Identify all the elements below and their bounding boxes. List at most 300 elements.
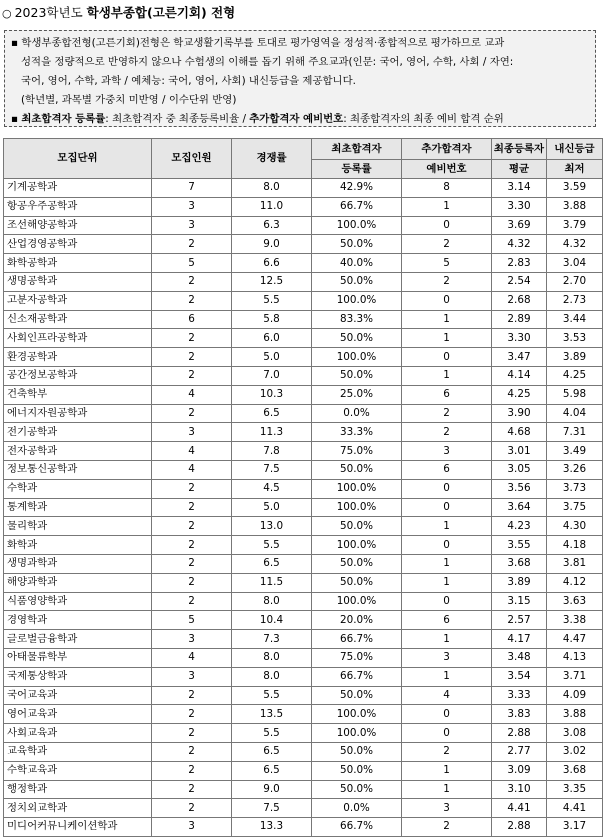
table-row (4, 648, 603, 667)
table-row (4, 348, 603, 367)
cell-avg-grade: 3.05 (492, 460, 547, 479)
note-line-5: ▪ 최초합격자 등록률: 최초합격자 중 최종등록비율 / 추가합격자 예비번호: 최종합격자의 최종 예비 합격 순위 (11, 113, 504, 125)
cell-competition: 13.0 (232, 517, 312, 536)
cell-first-reg-rate: 100.0% (312, 536, 402, 555)
cell-competition: 5.5 (232, 536, 312, 555)
cell-waitlist-number: 1 (402, 517, 492, 536)
cell-min-grade: 3.49 (547, 442, 603, 461)
cell-first-reg-rate: 100.0% (312, 216, 402, 235)
cell-avg-grade: 3.33 (492, 686, 547, 705)
admissions-table (3, 138, 603, 837)
cell-first-reg-rate: 50.0% (312, 573, 402, 592)
cell-dept: 고분자공학과 (4, 291, 152, 310)
table-row (4, 761, 603, 780)
cell-waitlist-number: 1 (402, 197, 492, 216)
cell-competition: 7.5 (232, 799, 312, 818)
cell-dept: 신소재공학과 (4, 310, 152, 329)
cell-dept: 사회교육과 (4, 724, 152, 743)
table-row (4, 442, 603, 461)
cell-min-grade: 3.71 (547, 667, 603, 686)
cell-quota: 2 (152, 573, 232, 592)
cell-min-grade: 3.26 (547, 460, 603, 479)
cell-min-grade: 2.73 (547, 291, 603, 310)
cell-dept: 식품영양학과 (4, 592, 152, 611)
cell-first-reg-rate: 42.9% (312, 179, 402, 198)
cell-quota: 3 (152, 630, 232, 649)
cell-avg-grade: 3.69 (492, 216, 547, 235)
cell-dept: 수학교육과 (4, 761, 152, 780)
table-row (4, 272, 603, 291)
cell-waitlist-number: 2 (402, 235, 492, 254)
cell-waitlist-number: 0 (402, 705, 492, 724)
cell-avg-grade: 2.68 (492, 291, 547, 310)
cell-quota: 2 (152, 517, 232, 536)
cell-quota: 2 (152, 705, 232, 724)
cell-quota: 4 (152, 385, 232, 404)
cell-quota: 2 (152, 479, 232, 498)
cell-waitlist-number: 5 (402, 254, 492, 273)
cell-first-reg-rate: 100.0% (312, 592, 402, 611)
table-row (4, 310, 603, 329)
table-row (4, 667, 603, 686)
cell-first-reg-rate: 75.0% (312, 442, 402, 461)
table-row (4, 291, 603, 310)
cell-quota: 2 (152, 724, 232, 743)
cell-min-grade: 3.02 (547, 742, 603, 761)
cell-quota: 5 (152, 254, 232, 273)
cell-quota: 2 (152, 235, 232, 254)
cell-avg-grade: 3.30 (492, 197, 547, 216)
cell-min-grade: 3.75 (547, 498, 603, 517)
cell-quota: 2 (152, 799, 232, 818)
note-line-3: 국어, 영어, 수학, 과학 / 예체능: 국어, 영어, 사회) 내신등급을 제공합니다. (21, 75, 356, 87)
table-row (4, 742, 603, 761)
cell-competition: 9.0 (232, 780, 312, 799)
cell-avg-grade: 3.83 (492, 705, 547, 724)
cell-competition: 5.8 (232, 310, 312, 329)
cell-quota: 3 (152, 216, 232, 235)
cell-min-grade: 5.98 (547, 385, 603, 404)
cell-min-grade: 3.38 (547, 611, 603, 630)
table-row (4, 705, 603, 724)
header-quota: 모집인원 (152, 139, 232, 179)
cell-competition: 8.0 (232, 648, 312, 667)
cell-waitlist-number: 1 (402, 667, 492, 686)
table-row (4, 498, 603, 517)
table-row (4, 630, 603, 649)
table-row (4, 686, 603, 705)
cell-dept: 미디어커뮤니케이션학과 (4, 818, 152, 837)
cell-competition: 7.8 (232, 442, 312, 461)
table-row (4, 385, 603, 404)
table-row (4, 780, 603, 799)
cell-dept: 행정학과 (4, 780, 152, 799)
cell-waitlist-number: 0 (402, 348, 492, 367)
table-row (4, 536, 603, 555)
cell-competition: 4.5 (232, 479, 312, 498)
header-first-reg-rate: 등록률 (312, 160, 402, 179)
cell-waitlist-number: 1 (402, 310, 492, 329)
cell-first-reg-rate: 50.0% (312, 460, 402, 479)
title-year: 2023학년도 (14, 5, 87, 20)
cell-waitlist-number: 6 (402, 611, 492, 630)
cell-quota: 3 (152, 818, 232, 837)
table-row (4, 517, 603, 536)
cell-min-grade: 3.35 (547, 780, 603, 799)
cell-avg-grade: 2.89 (492, 310, 547, 329)
page-title (2, 4, 235, 23)
cell-competition: 8.0 (232, 667, 312, 686)
cell-avg-grade: 2.83 (492, 254, 547, 273)
cell-dept: 영어교육과 (4, 705, 152, 724)
cell-first-reg-rate: 100.0% (312, 705, 402, 724)
cell-waitlist-number: 0 (402, 592, 492, 611)
cell-first-reg-rate: 100.0% (312, 479, 402, 498)
cell-min-grade: 3.08 (547, 724, 603, 743)
cell-min-grade: 3.88 (547, 197, 603, 216)
cell-dept: 해양과학과 (4, 573, 152, 592)
cell-dept: 생명과학과 (4, 554, 152, 573)
cell-dept: 경영학과 (4, 611, 152, 630)
cell-dept: 조선해양공학과 (4, 216, 152, 235)
cell-min-grade: 3.04 (547, 254, 603, 273)
cell-quota: 2 (152, 554, 232, 573)
cell-waitlist-number: 2 (402, 742, 492, 761)
cell-first-reg-rate: 66.7% (312, 667, 402, 686)
cell-dept: 건축학부 (4, 385, 152, 404)
table-row (4, 460, 603, 479)
header-first-reg: 최초합격자 (312, 139, 402, 160)
cell-competition: 9.0 (232, 235, 312, 254)
cell-min-grade: 7.31 (547, 423, 603, 442)
cell-first-reg-rate: 100.0% (312, 724, 402, 743)
cell-first-reg-rate: 50.0% (312, 686, 402, 705)
cell-first-reg-rate: 40.0% (312, 254, 402, 273)
cell-avg-grade: 3.55 (492, 536, 547, 555)
cell-first-reg-rate: 66.7% (312, 630, 402, 649)
cell-competition: 6.5 (232, 761, 312, 780)
cell-competition: 5.5 (232, 686, 312, 705)
cell-first-reg-rate: 0.0% (312, 404, 402, 423)
cell-quota: 2 (152, 348, 232, 367)
cell-quota: 3 (152, 197, 232, 216)
cell-first-reg-rate: 20.0% (312, 611, 402, 630)
cell-competition: 6.5 (232, 404, 312, 423)
cell-competition: 12.5 (232, 272, 312, 291)
cell-waitlist-number: 1 (402, 573, 492, 592)
cell-quota: 2 (152, 686, 232, 705)
cell-first-reg-rate: 100.0% (312, 348, 402, 367)
cell-min-grade: 4.47 (547, 630, 603, 649)
header-dept: 모집단위 (4, 139, 152, 179)
table-row (4, 235, 603, 254)
cell-avg-grade: 4.25 (492, 385, 547, 404)
title-admission-type: 학생부종합(고른기회) 전형 (86, 5, 236, 20)
cell-min-grade: 3.81 (547, 554, 603, 573)
cell-dept: 글로벌금융학과 (4, 630, 152, 649)
cell-quota: 4 (152, 648, 232, 667)
cell-competition: 5.5 (232, 724, 312, 743)
cell-quota: 2 (152, 329, 232, 348)
cell-waitlist-number: 1 (402, 761, 492, 780)
table-row (4, 818, 603, 837)
cell-min-grade: 4.12 (547, 573, 603, 592)
cell-competition: 10.4 (232, 611, 312, 630)
cell-first-reg-rate: 50.0% (312, 517, 402, 536)
cell-dept: 정치외교학과 (4, 799, 152, 818)
table-row (4, 179, 603, 198)
header-max: 최저 (547, 160, 603, 179)
cell-first-reg-rate: 100.0% (312, 498, 402, 517)
cell-competition: 11.0 (232, 197, 312, 216)
cell-first-reg-rate: 50.0% (312, 761, 402, 780)
cell-waitlist-number: 3 (402, 648, 492, 667)
cell-dept: 아태물류학부 (4, 648, 152, 667)
cell-quota: 2 (152, 366, 232, 385)
cell-dept: 수학과 (4, 479, 152, 498)
cell-min-grade: 2.70 (547, 272, 603, 291)
cell-first-reg-rate: 25.0% (312, 385, 402, 404)
cell-min-grade: 3.79 (547, 216, 603, 235)
cell-quota: 2 (152, 761, 232, 780)
cell-quota: 7 (152, 179, 232, 198)
table-row (4, 404, 603, 423)
note-line-4: (학년별, 과목별 가중치 미반영 / 이수단위 반영) (21, 94, 237, 106)
cell-min-grade: 4.18 (547, 536, 603, 555)
cell-first-reg-rate: 50.0% (312, 235, 402, 254)
cell-waitlist-number: 6 (402, 460, 492, 479)
cell-competition: 13.3 (232, 818, 312, 837)
cell-avg-grade: 3.10 (492, 780, 547, 799)
cell-waitlist-number: 4 (402, 686, 492, 705)
cell-min-grade: 3.89 (547, 348, 603, 367)
cell-min-grade: 4.25 (547, 366, 603, 385)
cell-first-reg-rate: 50.0% (312, 742, 402, 761)
table-row (4, 254, 603, 273)
cell-dept: 국제통상학과 (4, 667, 152, 686)
cell-quota: 2 (152, 404, 232, 423)
cell-avg-grade: 3.15 (492, 592, 547, 611)
table-row (4, 573, 603, 592)
cell-dept: 에너지자원공학과 (4, 404, 152, 423)
cell-avg-grade: 3.89 (492, 573, 547, 592)
cell-first-reg-rate: 33.3% (312, 423, 402, 442)
cell-avg-grade: 2.77 (492, 742, 547, 761)
header-avg: 평균 (492, 160, 547, 179)
cell-dept: 통계학과 (4, 498, 152, 517)
cell-dept: 생명공학과 (4, 272, 152, 291)
cell-dept: 전자공학과 (4, 442, 152, 461)
cell-dept: 항공우주공학과 (4, 197, 152, 216)
cell-waitlist-number: 1 (402, 554, 492, 573)
cell-waitlist-number: 2 (402, 272, 492, 291)
cell-competition: 7.0 (232, 366, 312, 385)
cell-competition: 7.3 (232, 630, 312, 649)
cell-first-reg-rate: 50.0% (312, 366, 402, 385)
cell-min-grade: 3.68 (547, 761, 603, 780)
cell-avg-grade: 4.17 (492, 630, 547, 649)
cell-avg-grade: 4.32 (492, 235, 547, 254)
cell-waitlist-number: 2 (402, 404, 492, 423)
table-body (4, 179, 603, 837)
table-row (4, 329, 603, 348)
cell-avg-grade: 3.64 (492, 498, 547, 517)
table-row (4, 592, 603, 611)
cell-first-reg-rate: 50.0% (312, 780, 402, 799)
cell-competition: 6.3 (232, 216, 312, 235)
cell-quota: 2 (152, 536, 232, 555)
cell-first-reg-rate: 66.7% (312, 197, 402, 216)
circle-bullet-icon: ○ (2, 7, 12, 20)
table-row (4, 197, 603, 216)
cell-quota: 3 (152, 423, 232, 442)
cell-quota: 2 (152, 498, 232, 517)
cell-first-reg-rate: 66.7% (312, 818, 402, 837)
cell-waitlist-number: 8 (402, 179, 492, 198)
cell-avg-grade: 3.90 (492, 404, 547, 423)
cell-min-grade: 3.17 (547, 818, 603, 837)
cell-quota: 3 (152, 667, 232, 686)
cell-competition: 6.0 (232, 329, 312, 348)
cell-dept: 공간정보공학과 (4, 366, 152, 385)
cell-competition: 8.0 (232, 179, 312, 198)
cell-min-grade: 3.63 (547, 592, 603, 611)
cell-competition: 11.3 (232, 423, 312, 442)
cell-avg-grade: 4.68 (492, 423, 547, 442)
cell-waitlist-number: 0 (402, 724, 492, 743)
cell-competition: 5.5 (232, 291, 312, 310)
cell-quota: 4 (152, 460, 232, 479)
cell-avg-grade: 2.88 (492, 724, 547, 743)
cell-avg-grade: 3.47 (492, 348, 547, 367)
cell-avg-grade: 3.14 (492, 179, 547, 198)
cell-waitlist-number: 1 (402, 366, 492, 385)
cell-avg-grade: 4.14 (492, 366, 547, 385)
cell-avg-grade: 3.56 (492, 479, 547, 498)
cell-first-reg-rate: 75.0% (312, 648, 402, 667)
cell-avg-grade: 3.30 (492, 329, 547, 348)
cell-waitlist-number: 0 (402, 536, 492, 555)
cell-dept: 화학과 (4, 536, 152, 555)
cell-waitlist-number: 6 (402, 385, 492, 404)
cell-min-grade: 4.04 (547, 404, 603, 423)
cell-avg-grade: 4.41 (492, 799, 547, 818)
header-waitlist-number: 예비번호 (402, 160, 492, 179)
cell-first-reg-rate: 100.0% (312, 291, 402, 310)
cell-min-grade: 4.13 (547, 648, 603, 667)
cell-waitlist-number: 0 (402, 216, 492, 235)
cell-avg-grade: 2.57 (492, 611, 547, 630)
cell-waitlist-number: 0 (402, 498, 492, 517)
cell-competition: 13.5 (232, 705, 312, 724)
table-row (4, 366, 603, 385)
cell-dept: 환경공학과 (4, 348, 152, 367)
cell-quota: 6 (152, 310, 232, 329)
cell-dept: 교육학과 (4, 742, 152, 761)
table-row (4, 724, 603, 743)
cell-competition: 7.5 (232, 460, 312, 479)
cell-min-grade: 3.53 (547, 329, 603, 348)
cell-first-reg-rate: 83.3% (312, 310, 402, 329)
cell-competition: 5.0 (232, 498, 312, 517)
table-row (4, 423, 603, 442)
cell-avg-grade: 3.54 (492, 667, 547, 686)
cell-avg-grade: 3.09 (492, 761, 547, 780)
square-bullet-icon: ▪ (11, 37, 19, 49)
table-row (4, 799, 603, 818)
cell-first-reg-rate: 50.0% (312, 272, 402, 291)
cell-min-grade: 4.30 (547, 517, 603, 536)
cell-dept: 산업경영공학과 (4, 235, 152, 254)
cell-dept: 전기공학과 (4, 423, 152, 442)
header-final-reg: 최종등록자 (492, 139, 547, 160)
table-row (4, 611, 603, 630)
cell-first-reg-rate: 0.0% (312, 799, 402, 818)
cell-competition: 6.6 (232, 254, 312, 273)
cell-waitlist-number: 0 (402, 479, 492, 498)
cell-min-grade: 4.41 (547, 799, 603, 818)
table-row (4, 479, 603, 498)
cell-min-grade: 3.88 (547, 705, 603, 724)
cell-waitlist-number: 1 (402, 780, 492, 799)
cell-avg-grade: 3.68 (492, 554, 547, 573)
cell-dept: 국어교육과 (4, 686, 152, 705)
cell-competition: 8.0 (232, 592, 312, 611)
cell-competition: 11.5 (232, 573, 312, 592)
cell-waitlist-number: 2 (402, 818, 492, 837)
cell-min-grade: 4.32 (547, 235, 603, 254)
cell-avg-grade: 2.54 (492, 272, 547, 291)
cell-competition: 6.5 (232, 742, 312, 761)
cell-waitlist-number: 1 (402, 329, 492, 348)
cell-avg-grade: 2.88 (492, 818, 547, 837)
cell-dept: 화학공학과 (4, 254, 152, 273)
cell-min-grade: 3.73 (547, 479, 603, 498)
cell-quota: 2 (152, 592, 232, 611)
cell-avg-grade: 4.23 (492, 517, 547, 536)
cell-quota: 2 (152, 742, 232, 761)
cell-first-reg-rate: 50.0% (312, 554, 402, 573)
cell-min-grade: 3.44 (547, 310, 603, 329)
cell-quota: 2 (152, 291, 232, 310)
cell-waitlist-number: 1 (402, 630, 492, 649)
note-line-2: 성적을 정량적으로 반영하지 않으나 수험생의 이해를 돕기 위해 주요교과(인문: 국어, 영어, 수학, 사회 / 자연: (21, 56, 514, 68)
cell-dept: 물리학과 (4, 517, 152, 536)
square-bullet-icon: ▪ (11, 113, 19, 125)
cell-min-grade: 4.09 (547, 686, 603, 705)
note-line-1: ▪ 학생부종합전형(고른기회)전형은 학교생활기록부를 토대로 평가영역을 정성적·종합적으로 평가하므로 교과 (11, 37, 505, 49)
cell-waitlist-number: 0 (402, 291, 492, 310)
cell-waitlist-number: 3 (402, 442, 492, 461)
cell-dept: 기계공학과 (4, 179, 152, 198)
table-row (4, 554, 603, 573)
cell-dept: 정보통신공학과 (4, 460, 152, 479)
cell-quota: 2 (152, 272, 232, 291)
cell-waitlist-number: 2 (402, 423, 492, 442)
cell-quota: 4 (152, 442, 232, 461)
header-waitlist: 추가합격자 (402, 139, 492, 160)
table-row (4, 216, 603, 235)
cell-competition: 5.0 (232, 348, 312, 367)
cell-avg-grade: 3.01 (492, 442, 547, 461)
cell-competition: 6.5 (232, 554, 312, 573)
cell-avg-grade: 3.48 (492, 648, 547, 667)
cell-competition: 10.3 (232, 385, 312, 404)
cell-quota: 2 (152, 780, 232, 799)
cell-quota: 5 (152, 611, 232, 630)
notes-box (4, 30, 596, 127)
cell-waitlist-number: 3 (402, 799, 492, 818)
